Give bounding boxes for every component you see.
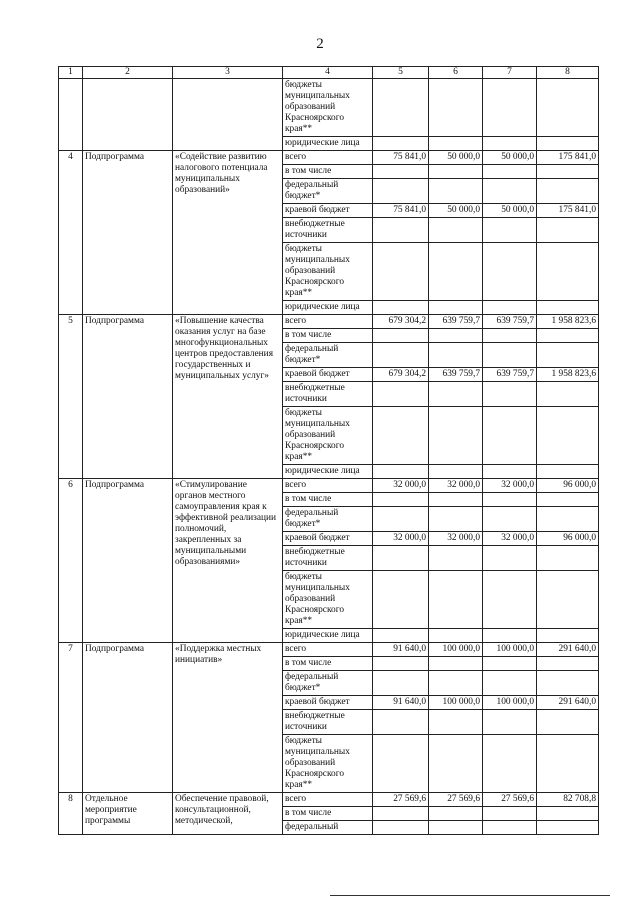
amount-cell — [373, 382, 429, 407]
amount-cell — [483, 629, 537, 643]
program-name: Обеспечение правовой, консультационной, методической, — [173, 793, 283, 835]
amount-cell — [483, 329, 537, 343]
amount-cell — [483, 671, 537, 696]
amount-cell — [537, 243, 599, 301]
amount-cell — [537, 671, 599, 696]
amount-cell: 1 958 823,6 — [537, 315, 599, 329]
value-cell — [373, 137, 429, 151]
header-cell: 3 — [173, 67, 283, 79]
header-cell: 4 — [283, 67, 373, 79]
amount-cell — [537, 407, 599, 465]
amount-cell: 50 000,0 — [483, 151, 537, 165]
funding-source: федеральный — [283, 821, 373, 835]
funding-source: внебюджетные источники — [283, 218, 373, 243]
funding-source: всего — [283, 479, 373, 493]
amount-cell: 91 640,0 — [373, 643, 429, 657]
table-row — [59, 793, 599, 807]
amount-cell: 679 304,2 — [373, 315, 429, 329]
amount-cell — [373, 243, 429, 301]
funding-source: внебюджетные источники — [283, 382, 373, 407]
amount-cell — [373, 465, 429, 479]
header-cell: 6 — [429, 67, 483, 79]
amount-cell: 32 000,0 — [483, 532, 537, 546]
amount-cell — [483, 343, 537, 368]
row-number: 7 — [59, 643, 83, 793]
amount-cell — [483, 735, 537, 793]
source-cell: бюджеты муниципальных образований Красноярского края** — [283, 79, 373, 137]
amount-cell: 100 000,0 — [429, 696, 483, 710]
budget-table — [58, 66, 599, 835]
amount-cell — [429, 301, 483, 315]
amount-cell — [429, 821, 483, 835]
amount-cell: 639 759,7 — [483, 315, 537, 329]
funding-source: юридические лица — [283, 629, 373, 643]
program-name: «Содействие развитию налогового потенциала муниципальных образований» — [173, 151, 283, 315]
amount-cell — [537, 179, 599, 204]
amount-cell — [483, 179, 537, 204]
table-row — [59, 315, 599, 329]
amount-cell: 75 841,0 — [373, 151, 429, 165]
amount-cell — [373, 710, 429, 735]
row-number: 5 — [59, 315, 83, 479]
amount-cell: 96 000,0 — [537, 479, 599, 493]
funding-source: юридические лица — [283, 465, 373, 479]
amount-cell: 50 000,0 — [429, 204, 483, 218]
amount-cell — [537, 165, 599, 179]
amount-cell: 291 640,0 — [537, 696, 599, 710]
amount-cell — [429, 465, 483, 479]
amount-cell — [373, 407, 429, 465]
amount-cell — [537, 343, 599, 368]
table-body — [59, 67, 599, 835]
row-number: 6 — [59, 479, 83, 643]
amount-cell — [429, 507, 483, 532]
amount-cell — [537, 571, 599, 629]
amount-cell: 639 759,7 — [429, 315, 483, 329]
amount-cell — [373, 329, 429, 343]
amount-cell — [429, 571, 483, 629]
row-number: 4 — [59, 151, 83, 315]
amount-cell: 639 759,7 — [429, 368, 483, 382]
amount-cell: 175 841,0 — [537, 151, 599, 165]
funding-source: в том числе — [283, 329, 373, 343]
number-cell — [59, 79, 83, 151]
amount-cell — [537, 735, 599, 793]
amount-cell: 291 640,0 — [537, 643, 599, 657]
name-cell — [173, 79, 283, 151]
amount-cell — [373, 179, 429, 204]
funding-source: всего — [283, 315, 373, 329]
header-cell: 1 — [59, 67, 83, 79]
amount-cell — [483, 382, 537, 407]
value-cell — [537, 137, 599, 151]
funding-source: краевой бюджет — [283, 696, 373, 710]
amount-cell — [429, 807, 483, 821]
scan-artifact-line — [330, 895, 610, 896]
program-name: «Стимулирование органов местного самоуправления края к эффективной реализации полномочий, закрепленных за муниципальными образованиями» — [173, 479, 283, 643]
funding-source: внебюджетные источники — [283, 546, 373, 571]
amount-cell — [373, 735, 429, 793]
amount-cell: 32 000,0 — [429, 532, 483, 546]
continuation-row — [59, 79, 599, 137]
page-number: 2 — [316, 36, 324, 52]
amount-cell — [483, 571, 537, 629]
amount-cell — [373, 218, 429, 243]
header-cell: 5 — [373, 67, 429, 79]
amount-cell — [373, 657, 429, 671]
amount-cell — [429, 657, 483, 671]
amount-cell — [429, 671, 483, 696]
value-cell — [483, 137, 537, 151]
funding-source: бюджеты муниципальных образований Красноярского края** — [283, 735, 373, 793]
funding-source: краевой бюджет — [283, 204, 373, 218]
value-cell — [429, 79, 483, 137]
row-number: 8 — [59, 793, 83, 835]
amount-cell — [537, 382, 599, 407]
funding-source: в том числе — [283, 493, 373, 507]
amount-cell — [429, 218, 483, 243]
amount-cell — [429, 382, 483, 407]
amount-cell: 32 000,0 — [429, 479, 483, 493]
funding-source: краевой бюджет — [283, 368, 373, 382]
amount-cell — [429, 343, 483, 368]
amount-cell: 96 000,0 — [537, 532, 599, 546]
funding-source: всего — [283, 643, 373, 657]
amount-cell — [373, 301, 429, 315]
amount-cell — [483, 165, 537, 179]
funding-source: внебюджетные источники — [283, 710, 373, 735]
amount-cell — [373, 165, 429, 179]
amount-cell: 27 569,6 — [483, 793, 537, 807]
value-cell — [373, 79, 429, 137]
program-type: Подпрограмма — [83, 151, 173, 315]
type-cell — [83, 79, 173, 151]
amount-cell — [429, 629, 483, 643]
amount-cell: 100 000,0 — [483, 643, 537, 657]
amount-cell — [537, 218, 599, 243]
amount-cell — [373, 807, 429, 821]
funding-source: бюджеты муниципальных образований Красноярского края** — [283, 571, 373, 629]
amount-cell: 82 708,8 — [537, 793, 599, 807]
amount-cell — [483, 465, 537, 479]
amount-cell — [429, 329, 483, 343]
header-cell: 7 — [483, 67, 537, 79]
amount-cell: 100 000,0 — [483, 696, 537, 710]
amount-cell: 175 841,0 — [537, 204, 599, 218]
amount-cell — [483, 493, 537, 507]
amount-cell — [483, 657, 537, 671]
amount-cell — [537, 807, 599, 821]
program-type: Подпрограмма — [83, 479, 173, 643]
funding-source: в том числе — [283, 807, 373, 821]
amount-cell — [537, 493, 599, 507]
amount-cell — [483, 507, 537, 532]
amount-cell: 679 304,2 — [373, 368, 429, 382]
funding-source: всего — [283, 793, 373, 807]
amount-cell — [373, 343, 429, 368]
funding-source: юридические лица — [283, 301, 373, 315]
amount-cell — [537, 301, 599, 315]
amount-cell — [483, 407, 537, 465]
amount-cell — [537, 507, 599, 532]
amount-cell — [483, 243, 537, 301]
funding-source: федеральный бюджет* — [283, 671, 373, 696]
amount-cell: 27 569,6 — [429, 793, 483, 807]
funding-source: в том числе — [283, 657, 373, 671]
value-cell — [537, 79, 599, 137]
funding-source: бюджеты муниципальных образований Красноярского края** — [283, 243, 373, 301]
amount-cell — [483, 218, 537, 243]
program-type: Подпрограмма — [83, 643, 173, 793]
header-cell: 8 — [537, 67, 599, 79]
amount-cell — [537, 710, 599, 735]
amount-cell: 27 569,6 — [373, 793, 429, 807]
value-cell — [483, 79, 537, 137]
amount-cell — [429, 407, 483, 465]
amount-cell — [429, 165, 483, 179]
amount-cell — [373, 493, 429, 507]
amount-cell — [373, 507, 429, 532]
amount-cell — [483, 301, 537, 315]
amount-cell: 639 759,7 — [483, 368, 537, 382]
amount-cell — [429, 735, 483, 793]
program-name: «Поддержка местных инициатив» — [173, 643, 283, 793]
amount-cell: 32 000,0 — [373, 479, 429, 493]
amount-cell: 1 958 823,6 — [537, 368, 599, 382]
amount-cell: 50 000,0 — [483, 204, 537, 218]
amount-cell — [373, 571, 429, 629]
table-row — [59, 479, 599, 493]
amount-cell — [483, 710, 537, 735]
amount-cell — [373, 821, 429, 835]
amount-cell — [537, 329, 599, 343]
amount-cell — [483, 821, 537, 835]
amount-cell — [429, 179, 483, 204]
amount-cell — [483, 546, 537, 571]
amount-cell: 91 640,0 — [373, 696, 429, 710]
funding-source: краевой бюджет — [283, 532, 373, 546]
program-type: Подпрограмма — [83, 315, 173, 479]
amount-cell: 50 000,0 — [429, 151, 483, 165]
program-name: «Повышение качества оказания услуг на базе многофункциональных центров предоставления государственных и муниципальных услуг» — [173, 315, 283, 479]
amount-cell: 32 000,0 — [483, 479, 537, 493]
funding-source: всего — [283, 151, 373, 165]
amount-cell — [429, 710, 483, 735]
amount-cell: 32 000,0 — [373, 532, 429, 546]
header-cell: 2 — [83, 67, 173, 79]
amount-cell — [373, 546, 429, 571]
table-row — [59, 643, 599, 657]
amount-cell — [537, 657, 599, 671]
source-cell: юридические лица — [283, 137, 373, 151]
amount-cell — [537, 546, 599, 571]
amount-cell — [373, 629, 429, 643]
program-type: Отдельное мероприятие программы — [83, 793, 173, 835]
amount-cell: 75 841,0 — [373, 204, 429, 218]
amount-cell — [537, 821, 599, 835]
amount-cell — [429, 243, 483, 301]
amount-cell — [429, 546, 483, 571]
funding-source: бюджеты муниципальных образований Красноярского края** — [283, 407, 373, 465]
funding-source: федеральный бюджет* — [283, 179, 373, 204]
header-row — [59, 67, 599, 79]
funding-source: в том числе — [283, 165, 373, 179]
table-row — [59, 151, 599, 165]
amount-cell — [537, 629, 599, 643]
funding-source: федеральный бюджет* — [283, 343, 373, 368]
amount-cell — [373, 671, 429, 696]
value-cell — [429, 137, 483, 151]
amount-cell — [429, 493, 483, 507]
amount-cell — [483, 807, 537, 821]
funding-source: федеральный бюджет* — [283, 507, 373, 532]
amount-cell — [537, 465, 599, 479]
amount-cell: 100 000,0 — [429, 643, 483, 657]
